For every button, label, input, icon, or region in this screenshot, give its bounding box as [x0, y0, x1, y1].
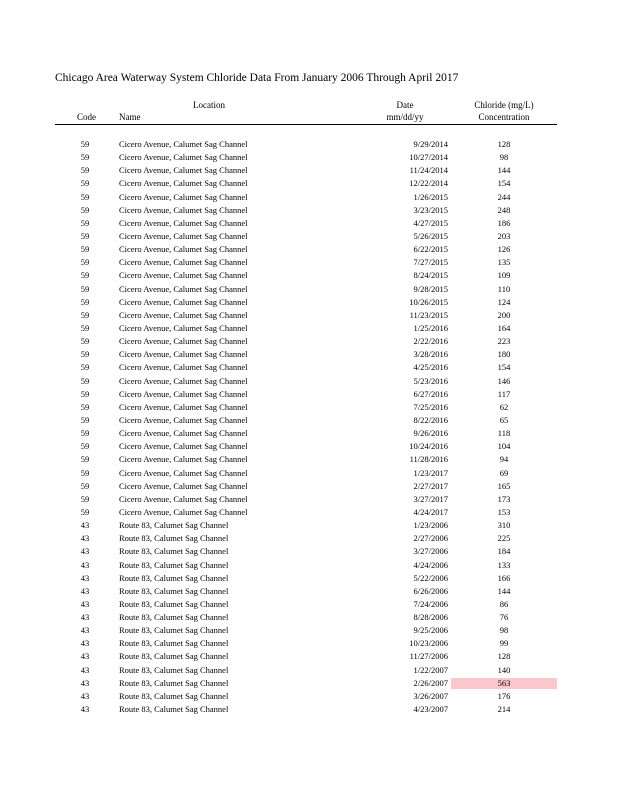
- date-cell: 4/24/2006: [413, 559, 448, 570]
- table-row: [0, 480, 618, 493]
- concentration-cell: 110: [497, 283, 511, 294]
- date-cell: 7/27/2015: [413, 257, 448, 268]
- date-cell: 6/26/2006: [413, 585, 448, 596]
- date-cell: 5/22/2006: [413, 572, 448, 583]
- table-row: [0, 559, 618, 572]
- code-cell: 43: [80, 638, 90, 649]
- table-row: [0, 230, 618, 243]
- name-cell: Cicero Avenue, Calumet Sag Channel: [119, 257, 248, 268]
- code-cell: 59: [80, 362, 90, 373]
- code-cell: 43: [80, 664, 90, 675]
- date-cell: 3/28/2016: [413, 349, 448, 360]
- concentration-cell: 124: [497, 296, 511, 307]
- code-cell: 59: [80, 230, 90, 241]
- table-row: [0, 283, 618, 296]
- concentration-cell: 153: [497, 506, 511, 517]
- code-cell: 59: [80, 309, 90, 320]
- name-cell: Cicero Avenue, Calumet Sag Channel: [119, 230, 248, 241]
- concentration-cell: 154: [497, 362, 511, 373]
- table-row: [0, 217, 618, 230]
- date-cell: 1/26/2015: [413, 191, 448, 202]
- name-cell: Cicero Avenue, Calumet Sag Channel: [119, 270, 248, 281]
- name-cell: Route 83, Calumet Sag Channel: [119, 546, 229, 557]
- name-cell: Cicero Avenue, Calumet Sag Channel: [119, 441, 248, 452]
- date-cell: 3/27/2017: [413, 493, 448, 504]
- name-cell: Cicero Avenue, Calumet Sag Channel: [119, 322, 248, 333]
- code-cell: 59: [80, 493, 90, 504]
- name-cell: Route 83, Calumet Sag Channel: [119, 704, 229, 715]
- concentration-cell: 203: [497, 230, 511, 241]
- code-cell: 59: [80, 349, 90, 360]
- name-cell: Cicero Avenue, Calumet Sag Channel: [119, 428, 248, 439]
- name-cell: Cicero Avenue, Calumet Sag Channel: [119, 217, 248, 228]
- date-cell: 3/26/2007: [413, 690, 448, 701]
- code-cell: 59: [80, 178, 90, 189]
- concentration-cell: 223: [497, 336, 511, 347]
- date-cell: 5/23/2016: [413, 375, 448, 386]
- code-cell: 43: [80, 546, 90, 557]
- code-cell: 43: [80, 585, 90, 596]
- table-row: [0, 177, 618, 190]
- code-cell: 59: [80, 322, 90, 333]
- code-cell: 43: [80, 704, 90, 715]
- date-cell: 6/22/2015: [413, 244, 448, 255]
- concentration-cell: 310: [497, 520, 511, 531]
- name-cell: Cicero Avenue, Calumet Sag Channel: [119, 152, 248, 163]
- concentration-cell: 563: [497, 677, 511, 688]
- name-cell: Route 83, Calumet Sag Channel: [119, 533, 229, 544]
- name-cell: Route 83, Calumet Sag Channel: [119, 598, 229, 609]
- date-cell: 9/26/2016: [413, 428, 448, 439]
- name-cell: Route 83, Calumet Sag Channel: [119, 677, 229, 688]
- table-row: [0, 703, 618, 716]
- name-cell: Cicero Avenue, Calumet Sag Channel: [119, 362, 248, 373]
- date-cell: 2/27/2006: [413, 533, 448, 544]
- code-cell: 59: [80, 270, 90, 281]
- date-cell: 11/27/2006: [409, 651, 448, 662]
- table-row: [0, 611, 618, 624]
- concentration-cell: 166: [497, 572, 511, 583]
- date-cell: 10/26/2015: [409, 296, 448, 307]
- date-cell: 2/22/2016: [413, 336, 448, 347]
- concentration-header: Concentration: [478, 112, 530, 122]
- concentration-cell: 146: [497, 375, 511, 386]
- table-row: [0, 296, 618, 309]
- table-row: [0, 204, 618, 217]
- date-cell: 11/28/2016: [409, 454, 448, 465]
- table-row: [0, 664, 618, 677]
- concentration-cell: 135: [497, 257, 511, 268]
- table-row: [0, 414, 618, 427]
- date-cell: 4/27/2015: [413, 217, 448, 228]
- name-cell: Cicero Avenue, Calumet Sag Channel: [119, 506, 248, 517]
- concentration-cell: 86: [499, 598, 509, 609]
- date-cell: 10/27/2014: [409, 152, 448, 163]
- table-row: [0, 650, 618, 663]
- date-cell: 8/24/2015: [413, 270, 448, 281]
- name-cell: Cicero Avenue, Calumet Sag Channel: [119, 454, 248, 465]
- header-rule: [55, 124, 557, 125]
- code-cell: 59: [80, 204, 90, 215]
- table-row: [0, 440, 618, 453]
- name-cell: Route 83, Calumet Sag Channel: [119, 612, 229, 623]
- name-cell: Cicero Avenue, Calumet Sag Channel: [119, 414, 248, 425]
- code-cell: 59: [80, 414, 90, 425]
- concentration-cell: 62: [499, 401, 509, 412]
- concentration-cell: 117: [497, 388, 511, 399]
- date-cell: 10/23/2006: [409, 638, 448, 649]
- location-header: Location: [193, 100, 225, 110]
- date-cell: 1/23/2017: [413, 467, 448, 478]
- concentration-cell: 126: [497, 244, 511, 255]
- date-cell: 1/23/2006: [413, 520, 448, 531]
- page-title: Chicago Area Waterway System Chloride Data From January 2006 Through April 2017: [55, 72, 459, 84]
- table-row: [0, 309, 618, 322]
- date-cell: 3/27/2006: [413, 546, 448, 557]
- date-cell: 11/23/2015: [409, 309, 448, 320]
- table-row: [0, 243, 618, 256]
- name-cell: Cicero Avenue, Calumet Sag Channel: [119, 191, 248, 202]
- name-cell: Route 83, Calumet Sag Channel: [119, 520, 229, 531]
- concentration-cell: 98: [499, 625, 509, 636]
- table-row: [0, 585, 618, 598]
- name-cell: Route 83, Calumet Sag Channel: [119, 572, 229, 583]
- name-cell: Cicero Avenue, Calumet Sag Channel: [119, 467, 248, 478]
- code-cell: 43: [80, 612, 90, 623]
- table-row: [0, 375, 618, 388]
- concentration-cell: 76: [499, 612, 509, 623]
- date-cell: 2/26/2007: [413, 677, 448, 688]
- name-cell: Cicero Avenue, Calumet Sag Channel: [119, 309, 248, 320]
- date-cell: 3/23/2015: [413, 204, 448, 215]
- name-cell: Cicero Avenue, Calumet Sag Channel: [119, 349, 248, 360]
- table-row: [0, 572, 618, 585]
- date-cell: 1/25/2016: [413, 322, 448, 333]
- date-cell: 8/22/2016: [413, 414, 448, 425]
- date-cell: 5/26/2015: [413, 230, 448, 241]
- date-cell: 10/24/2016: [409, 441, 448, 452]
- data-table-body: [0, 138, 618, 716]
- code-cell: 43: [80, 625, 90, 636]
- concentration-cell: 184: [497, 546, 511, 557]
- concentration-cell: 133: [497, 559, 511, 570]
- table-row: [0, 493, 618, 506]
- concentration-cell: 200: [497, 309, 511, 320]
- code-cell: 59: [80, 454, 90, 465]
- concentration-cell: 225: [497, 533, 511, 544]
- name-cell: Cicero Avenue, Calumet Sag Channel: [119, 375, 248, 386]
- date-cell: 8/28/2006: [413, 612, 448, 623]
- name-cell: Cicero Avenue, Calumet Sag Channel: [119, 283, 248, 294]
- table-row: [0, 637, 618, 650]
- code-cell: 59: [80, 244, 90, 255]
- date-format-header: mm/dd/yy: [386, 112, 424, 122]
- code-cell: 43: [80, 677, 90, 688]
- code-cell: 59: [80, 388, 90, 399]
- name-cell: Cicero Avenue, Calumet Sag Channel: [119, 204, 248, 215]
- concentration-cell: 140: [497, 664, 511, 675]
- name-cell: Cicero Avenue, Calumet Sag Channel: [119, 165, 248, 176]
- concentration-cell: 98: [499, 152, 509, 163]
- name-cell: Route 83, Calumet Sag Channel: [119, 585, 229, 596]
- table-row: [0, 467, 618, 480]
- table-row: [0, 401, 618, 414]
- table-row: [0, 191, 618, 204]
- concentration-cell: 144: [497, 165, 511, 176]
- name-cell: Route 83, Calumet Sag Channel: [119, 559, 229, 570]
- concentration-cell: 164: [497, 322, 511, 333]
- table-row: [0, 506, 618, 519]
- name-cell: Cicero Avenue, Calumet Sag Channel: [119, 178, 248, 189]
- code-cell: 59: [80, 283, 90, 294]
- name-cell: Route 83, Calumet Sag Channel: [119, 690, 229, 701]
- date-cell: 4/23/2007: [413, 704, 448, 715]
- code-cell: 43: [80, 533, 90, 544]
- code-cell: 59: [80, 191, 90, 202]
- date-cell: 7/25/2016: [413, 401, 448, 412]
- name-cell: Route 83, Calumet Sag Channel: [119, 664, 229, 675]
- concentration-cell: 248: [497, 204, 511, 215]
- table-row: [0, 348, 618, 361]
- name-cell: Cicero Avenue, Calumet Sag Channel: [119, 139, 248, 149]
- table-row: [0, 256, 618, 269]
- table-row: [0, 138, 618, 151]
- name-cell: Route 83, Calumet Sag Channel: [119, 625, 229, 636]
- concentration-cell: 128: [497, 651, 511, 662]
- code-cell: 43: [80, 598, 90, 609]
- table-row: [0, 532, 618, 545]
- code-cell: 59: [80, 467, 90, 478]
- date-cell: 2/27/2017: [413, 480, 448, 491]
- name-cell: Cicero Avenue, Calumet Sag Channel: [119, 296, 248, 307]
- code-cell: 59: [80, 257, 90, 268]
- name-cell: Cicero Avenue, Calumet Sag Channel: [119, 401, 248, 412]
- table-row: [0, 690, 618, 703]
- date-cell: 4/25/2016: [413, 362, 448, 373]
- name-cell: Cicero Avenue, Calumet Sag Channel: [119, 244, 248, 255]
- concentration-cell: 173: [497, 493, 511, 504]
- table-row: [0, 598, 618, 611]
- code-cell: 59: [80, 336, 90, 347]
- date-cell: 12/22/2014: [409, 178, 448, 189]
- code-cell: 43: [80, 559, 90, 570]
- table-row: [0, 361, 618, 374]
- date-cell: 11/24/2014: [409, 165, 448, 176]
- concentration-cell: 94: [499, 454, 509, 465]
- name-cell: Route 83, Calumet Sag Channel: [119, 651, 229, 662]
- name-cell: Cicero Avenue, Calumet Sag Channel: [119, 388, 248, 399]
- date-cell: 1/22/2007: [413, 664, 448, 675]
- table-row: [0, 545, 618, 558]
- concentration-cell: 128: [497, 139, 511, 149]
- concentration-cell: 104: [497, 441, 511, 452]
- table-row: [0, 624, 618, 637]
- table-row: [0, 151, 618, 164]
- concentration-cell: 244: [497, 191, 511, 202]
- code-cell: 43: [80, 520, 90, 531]
- table-row: [0, 677, 618, 690]
- code-cell: 59: [80, 217, 90, 228]
- code-cell: 59: [80, 139, 90, 149]
- code-cell: 59: [80, 165, 90, 176]
- chloride-header: Chloride (mg/L): [474, 100, 534, 110]
- table-row: [0, 164, 618, 177]
- name-cell: Cicero Avenue, Calumet Sag Channel: [119, 480, 248, 491]
- table-row: [0, 269, 618, 282]
- table-row: [0, 453, 618, 466]
- name-cell: Route 83, Calumet Sag Channel: [119, 638, 229, 649]
- date-cell: 6/27/2016: [413, 388, 448, 399]
- concentration-cell: 154: [497, 178, 511, 189]
- code-cell: 59: [80, 428, 90, 439]
- code-cell: 59: [80, 441, 90, 452]
- name-cell: Cicero Avenue, Calumet Sag Channel: [119, 336, 248, 347]
- code-cell: 59: [80, 375, 90, 386]
- concentration-cell: 214: [497, 704, 511, 715]
- code-header: Code: [77, 112, 96, 122]
- concentration-cell: 99: [499, 638, 509, 649]
- date-cell: 9/25/2006: [413, 625, 448, 636]
- code-cell: 59: [80, 152, 90, 163]
- concentration-cell: 186: [497, 217, 511, 228]
- code-cell: 43: [80, 651, 90, 662]
- concentration-cell: 176: [497, 690, 511, 701]
- code-cell: 59: [80, 296, 90, 307]
- date-cell: 4/24/2017: [413, 506, 448, 517]
- date-cell: 9/29/2014: [413, 139, 448, 149]
- table-row: [0, 388, 618, 401]
- code-cell: 59: [80, 401, 90, 412]
- code-cell: 43: [80, 690, 90, 701]
- concentration-cell: 109: [497, 270, 511, 281]
- date-header: Date: [396, 100, 414, 110]
- table-row: [0, 322, 618, 335]
- code-cell: 59: [80, 480, 90, 491]
- name-header: Name: [119, 112, 141, 122]
- concentration-cell: 165: [497, 480, 511, 491]
- date-cell: 7/24/2006: [413, 598, 448, 609]
- table-row: [0, 519, 618, 532]
- table-row: [0, 427, 618, 440]
- concentration-cell: 118: [497, 428, 511, 439]
- concentration-cell: 65: [499, 414, 509, 425]
- code-cell: 43: [80, 572, 90, 583]
- concentration-cell: 144: [497, 585, 511, 596]
- table-row: [0, 335, 618, 348]
- code-cell: 59: [80, 506, 90, 517]
- name-cell: Cicero Avenue, Calumet Sag Channel: [119, 493, 248, 504]
- concentration-cell: 180: [497, 349, 511, 360]
- concentration-cell: 69: [499, 467, 509, 478]
- date-cell: 9/28/2015: [413, 283, 448, 294]
